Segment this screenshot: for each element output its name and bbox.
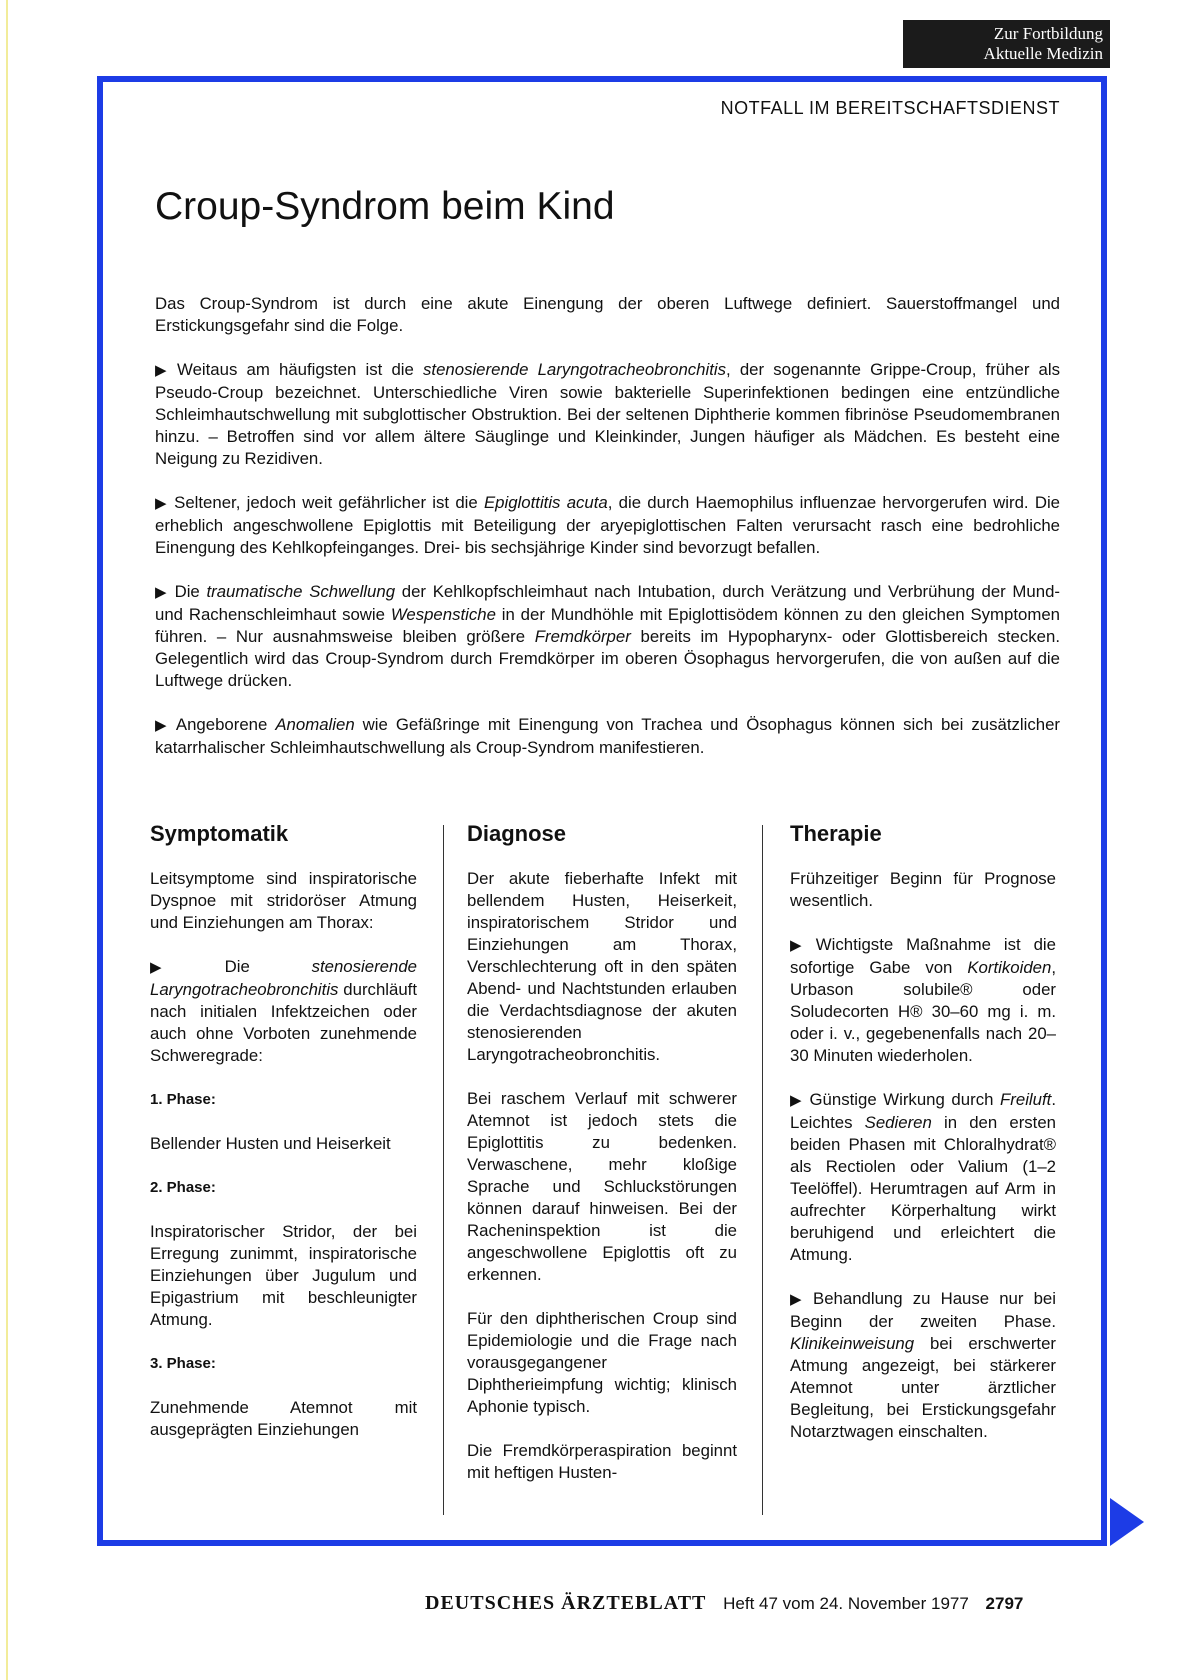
symptomatik-heading: Symptomatik: [150, 821, 289, 846]
therapie-p2-text: Wichtigste Maßnahme ist die sofortige Gabe von: [790, 935, 1056, 977]
intro-p3-emphasis: Epiglottitis acuta: [483, 493, 608, 512]
intro-p4-emphasis: Wespenstiche: [390, 605, 496, 624]
column-divider: [762, 825, 763, 1515]
bullet-arrow-icon: ▶: [155, 362, 172, 379]
diagnose-heading: Diagnose: [467, 821, 567, 846]
continue-arrow-icon: [1110, 1498, 1144, 1546]
intro-p5-text: wie Gefäßringe mit Einengung von Trachea und Ösophagus können sich bei zusätzlicher katarrhalischer Schleimhautschwellung als Croup-Syndrom manifestieren.: [155, 715, 1060, 757]
article-title: Croup-Syndrom beim Kind: [155, 185, 615, 228]
section-tag: [903, 20, 1110, 68]
therapie-p1: Frühzeitiger Beginn für Prognose wesentlich.: [790, 869, 1056, 910]
bullet-arrow-icon: ▶: [150, 959, 219, 976]
intro-paragraph: [155, 581, 1060, 692]
therapie-p3-text: Günstige Wirkung durch: [809, 1090, 1001, 1109]
bullet-arrow-icon: ▶: [790, 1092, 804, 1109]
therapie-p2-text: , Urbason solubile® oder Soludecorten H® 30–60 mg i. m. oder i. v., gegebenenfalls nach 20–30 Minuten wiederholen.: [790, 958, 1056, 1065]
therapie-p4-emphasis: Klinikeinweisung: [790, 1334, 915, 1353]
intro-p3-text: Seltener, jedoch weit gefährlicher ist die: [174, 493, 484, 512]
therapie-p2: [790, 934, 1056, 1067]
therapie-heading: Therapie: [790, 821, 882, 846]
rubric-label: NOTFALL IM BEREITSCHAFTSDIENST: [720, 98, 1060, 118]
intro-p5-text: Angeborene: [175, 715, 276, 734]
intro-text: [155, 293, 1060, 781]
intro-p4-text: in der Mundhöhle mit Epiglottisödem können zu den gleichen Symptomen führen. – Nur ausnahmsweise bleiben größere: [155, 605, 1060, 646]
intro-p4-emphasis: Fremdkörper: [534, 627, 631, 646]
diagnose-p2: Bei raschem Verlauf mit schwerer Atemnot ist jedoch stets die Epiglottitis zu bedenken. Verwaschene, mehr kloßige Sprache und Schluckstörungen können darauf hinweisen. Bei der Racheninspektion ist die angeschwollene Epiglottis oft zu erkennen.: [467, 1089, 737, 1284]
intro-p2-emphasis: stenosierende Laryngotracheobronchitis: [423, 360, 727, 379]
phase1-text: Bellender Husten und Heiserkeit: [150, 1134, 391, 1153]
bullet-arrow-icon: ▶: [790, 1291, 808, 1308]
intro-paragraph: [155, 359, 1060, 470]
intro-p4-text: der Kehlkopfschleimhaut nach Intubation, durch Verätzung und Verbrühung der Mund- und Rachenschleimhaut sowie: [155, 582, 1060, 624]
therapie-p3-emphasis: Freiluft: [1000, 1090, 1052, 1109]
intro-p4-emphasis: traumatische Schwellung: [206, 582, 396, 601]
section-tag-line1: Zur Fortbildung: [993, 24, 1103, 43]
intro-paragraph: [155, 293, 1060, 337]
bullet-arrow-icon: ▶: [155, 495, 169, 512]
intro-p4-text: Die: [174, 582, 207, 601]
journal-name: DEUTSCHES ÄRZTEBLATT: [425, 1592, 707, 1614]
intro-p2-text: , der sogenannte Grippe-Croup, früher als Pseudo-Croup bezeichnet. Unterschiedliche Viren sowie bakterielle Superinfektionen bedingen eine entzündliche Schleimhautschwellung mit subglottischer Obstruktion. Bei der seltenen Diphtherie kommen fibrinöse Pseudomembranen hinzu. – Betroffen sind vor allem ältere Säuglinge und Kleinkinder, Jungen häufiger als Mädchen. Es besteht eine Neigung zu Rezidiven.: [155, 360, 1061, 468]
bullet-arrow-icon: ▶: [155, 584, 169, 601]
intro-p1-text: Das Croup-Syndrom ist durch eine akute Einengung der oberen Luftwege definiert. Sauerstoffmangel und Erstickungsgefahr sind die Folge.: [155, 294, 1060, 335]
intro-p4-text: bereits im Hypopharynx- oder Glottisbereich stecken. Gelegentlich wird das Croup-Syndrom durch Fremdkörper im oberen Ösophagus hervorgerufen, die von außen auf die Luftwege drücken.: [155, 627, 1060, 690]
symptomatik-p2-emphasis: stenosierende Laryngotracheobronchitis: [150, 957, 417, 999]
therapie-p4-text: Behandlung zu Hause nur bei Beginn der zweiten Phase.: [790, 1289, 1056, 1331]
column-divider: [443, 825, 444, 1515]
phase3-text: Zunehmende Atemnot mit ausgeprägten Einziehungen: [150, 1398, 417, 1439]
symptomatik-p1: Leitsymptome sind inspiratorische Dyspnoe mit stridoröser Atmung und Einziehungen am Thorax:: [150, 869, 417, 932]
therapie-column: [790, 820, 1056, 1465]
diagnose-p3: Für den diphtherischen Croup sind Epidemiologie und die Frage nach vorausgegangener Diphtherieimpfung wichtig; klinisch Aphonie typisch.: [467, 1309, 737, 1416]
therapie-p3-text: in den ersten beiden Phasen mit Chloralhydrat® als Rectiolen oder Valium (1–2 Teelöffel). Herumtragen auf Arm in aufrechter Körperhaltung wirkt beruhigend und erleichtert die Atmung.: [790, 1113, 1056, 1264]
phase2-label: 2. Phase:: [150, 1179, 216, 1196]
diagnose-column: [467, 820, 737, 1506]
diagnose-p1: Der akute fieberhafte Infekt mit bellendem Husten, Heiserkeit, inspiratorischem Stridor und Einziehungen am Thorax, Verschlechterung oft in den späten Abend- und Nachtstunden erlauben die Verdachtsdiagnose der akuten stenosierenden Laryngotracheobronchitis.: [467, 869, 737, 1064]
therapie-p4-text: bei erschwerter Atmung angezeigt, bei stärkerer Atemnot unter ärztlicher Begleitung, bei Erstickungsgefahr Notarztwagen einschalten.: [790, 1334, 1056, 1441]
therapie-p3-text: . Leichtes: [790, 1090, 1056, 1132]
intro-paragraph: [155, 714, 1060, 759]
intro-p3-text: , die durch Haemophilus influenzae hervorgerufen wird. Die erheblich angeschwollene Epiglottis mit Beteiligung der aryepiglottischen Falten verursacht rasch eine bedrohliche Einengung des Kehlkopfeinganges. Drei- bis sechsjährige Kinder sind bevorzugt befallen.: [155, 493, 1061, 557]
phase2-text: Inspiratorischer Stridor, der bei Erregung zunimmt, inspiratorische Einziehungen über Jugulum und Epigastrium mit beschleunigter Atmung.: [150, 1222, 417, 1329]
symptomatik-p2: [150, 956, 417, 1067]
intro-paragraph: [155, 492, 1060, 559]
page-edge-line: [6, 0, 8, 1680]
phase1-label: 1. Phase:: [150, 1091, 216, 1108]
phase3-label: 3. Phase:: [150, 1355, 216, 1372]
page-footer: [425, 1592, 1105, 1615]
therapie-p3: [790, 1089, 1056, 1266]
bullet-arrow-icon: ▶: [155, 717, 170, 734]
symptomatik-p2-text: durchläuft nach initialen Infektzeichen oder auch ohne Vorboten zunehmende Schweregrade:: [150, 980, 417, 1065]
intro-p5-emphasis: Anomalien: [275, 715, 355, 734]
therapie-p2-emphasis: Kortikoiden: [967, 958, 1052, 977]
diagnose-p4: Die Fremdkörperaspiration beginnt mit heftigen Husten-: [467, 1441, 737, 1482]
therapie-p3-emphasis: Sedieren: [864, 1113, 932, 1132]
issue-info: Heft 47 vom 24. November 1977: [723, 1594, 969, 1613]
therapie-p4: [790, 1288, 1056, 1443]
symptomatik-p2-text: Die: [224, 957, 312, 976]
page-number: 2797: [985, 1594, 1024, 1613]
intro-p2-text: Weitaus am häufigsten ist die: [177, 360, 424, 379]
section-tag-line2: Aktuelle Medizin: [983, 44, 1103, 63]
bullet-arrow-icon: ▶: [790, 937, 810, 954]
symptomatik-column: [150, 820, 417, 1463]
